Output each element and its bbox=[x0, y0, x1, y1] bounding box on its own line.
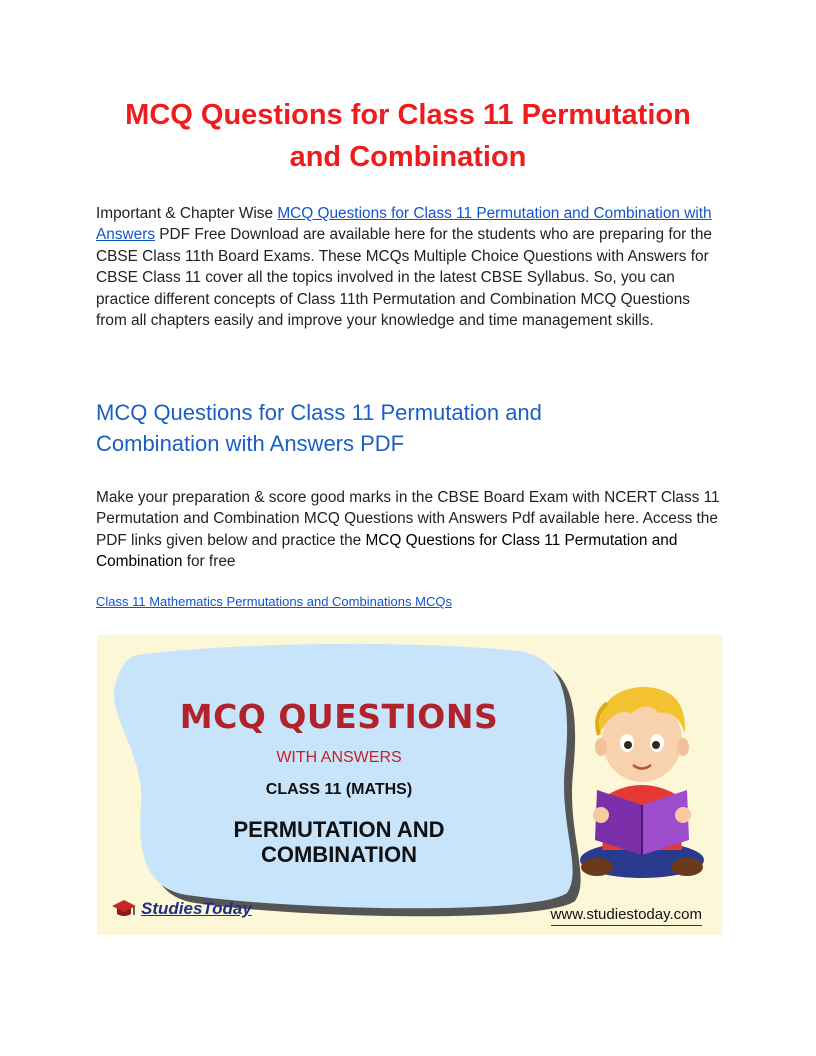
preparation-text: Make your preparation & score good marks in the CBSE Board Exam with NCERT Class 11 Permutation and Combination MCQ Questions with Answers Pdf available here. Access the PDF links given below and practice the bbox=[96, 489, 720, 549]
intro-prefix: Important & Chapter Wise bbox=[96, 205, 278, 222]
intro-suffix: PDF Free Download are available here for the students who are preparing for the CBSE Class 11th Board Exams. These MCQs Multiple Choice Questions with Answers for CBSE Class 11 cover all the topics involved in the latest CBSE Syllabus. So, you can practice different concepts of Class 11th Permutation and Combination MCQ Questions from all chapters easily and improve your knowledge and time management skills. bbox=[96, 226, 712, 330]
preparation-paragraph bbox=[96, 487, 722, 573]
preparation-suffix: for free bbox=[182, 553, 236, 571]
banner-website: www.studiestoday.com bbox=[551, 906, 702, 926]
graduation-cap-icon bbox=[111, 898, 137, 920]
banner-topic: PERMUTATION AND COMBINATION bbox=[233, 817, 445, 867]
intro-mcq-link[interactable]: MCQ Questions for Class 11 Permutation and Combination with Answers bbox=[96, 205, 712, 244]
preparation-highlight: MCQ Questions for Class 11 Permutation and Combination bbox=[96, 531, 678, 571]
reading-boy-illustration bbox=[567, 675, 717, 885]
intro-paragraph bbox=[96, 203, 722, 331]
page-title: MCQ Questions for Class 11 Permutation and Combination bbox=[125, 99, 691, 173]
banner-title: MCQ QUESTIONS bbox=[179, 697, 499, 736]
section-heading: MCQ Questions for Class 11 Permutation and Combination with Answers PDF bbox=[96, 400, 542, 456]
banner-subtitle: WITH ANSWERS bbox=[276, 749, 402, 766]
pdf-download-link[interactable]: Class 11 Mathematics Permutations and Combinations MCQs bbox=[96, 594, 452, 609]
banner-class-label: CLASS 11 (MATHS) bbox=[265, 781, 413, 798]
mcq-banner-image bbox=[97, 635, 722, 935]
studiestoday-logo bbox=[111, 897, 252, 921]
logo-text: StudiesToday bbox=[141, 899, 252, 918]
